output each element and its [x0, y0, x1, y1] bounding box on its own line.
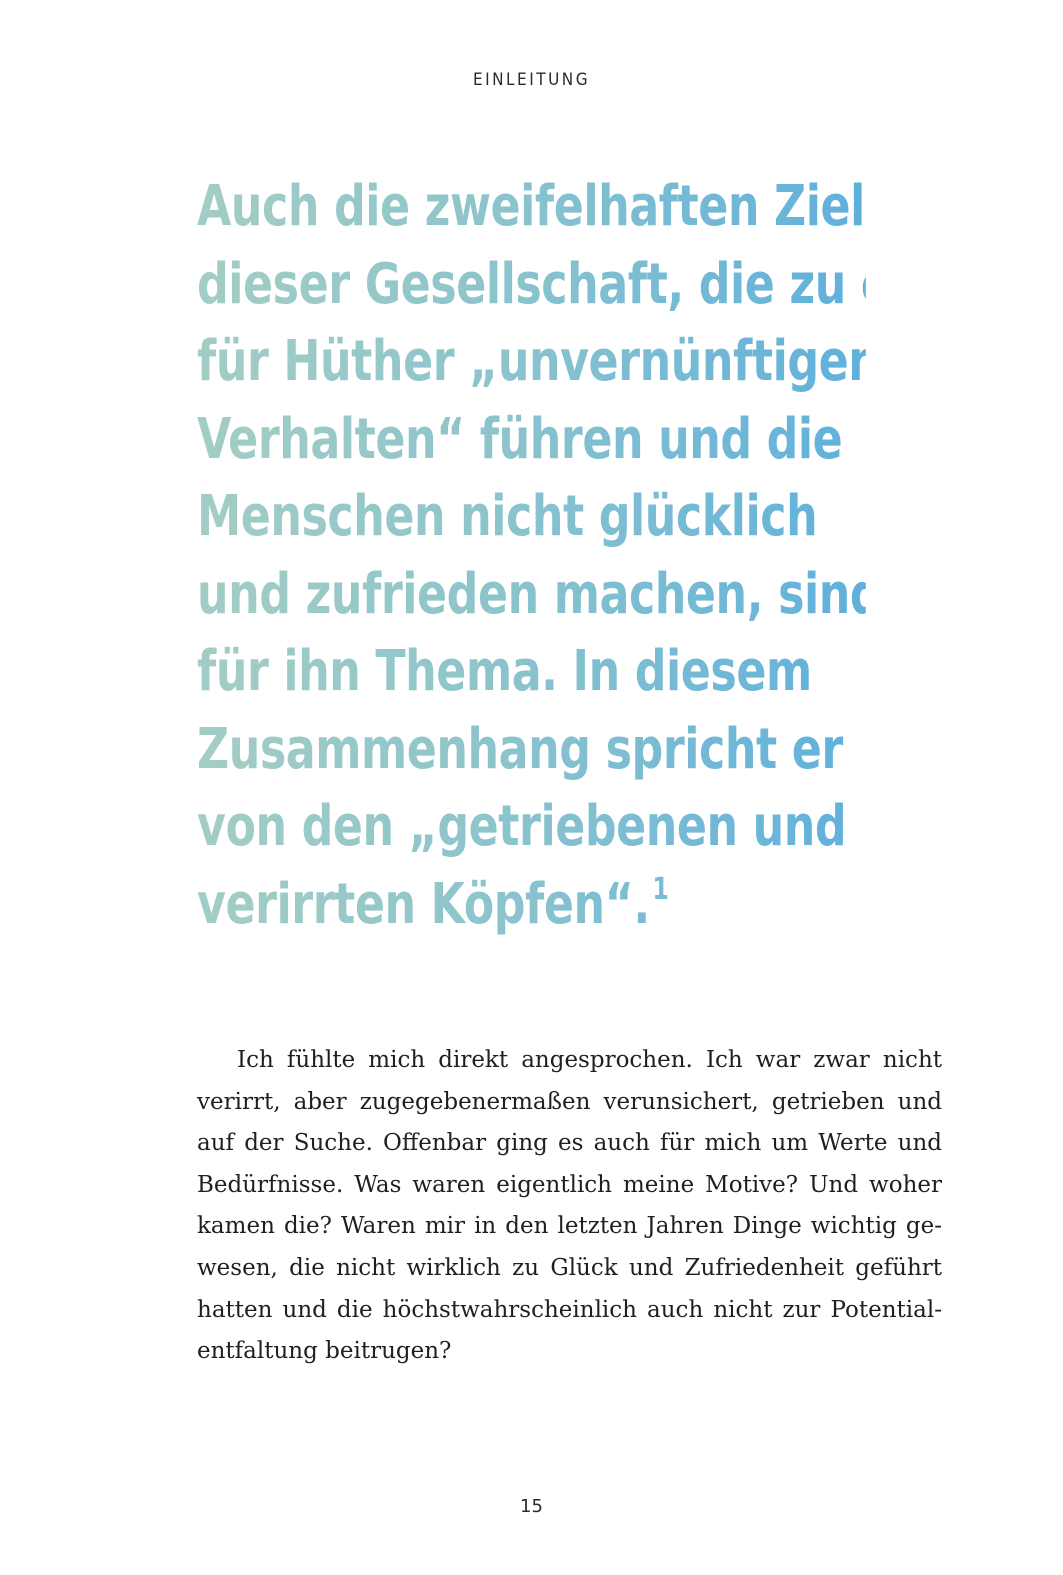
pull-quote-last-line: [197, 866, 866, 944]
pull-quote-line: für Hüther „unvernünftigen: [197, 323, 866, 401]
pull-quote: [197, 168, 1012, 943]
body-line: wesen, die nicht wirklich zu Glück und Zufriedenheit geführt: [197, 1254, 942, 1281]
body-line: kamen die? Waren mir in den letzten Jahren Dinge wichtig ge-: [197, 1213, 942, 1240]
pull-quote-line-text: verirrten Köpfen“.: [197, 871, 650, 937]
pull-quote-line: Zusammenhang spricht er: [197, 711, 866, 789]
pull-quote-line: und zufrieden machen, sind: [197, 556, 866, 634]
footnote-marker[interactable]: 1: [652, 871, 669, 907]
body-paragraph: [197, 1040, 942, 1373]
pull-quote-line: Auch die zweifelhaften Ziele in: [197, 168, 866, 246]
body-line: verirrt, aber zugegebenermaßen verunsichert, getrieben und: [197, 1088, 942, 1115]
body-line: Ich fühlte mich direkt angesprochen. Ich war zwar nicht: [237, 1047, 942, 1073]
body-line: Bedürfnisse. Was waren eigentlich meine Motive? Und woher: [197, 1171, 942, 1198]
body-line: hatten und die höchstwahrscheinlich auch nicht zur Potential-: [197, 1296, 942, 1323]
pull-quote-line: dieser Gesellschaft, die zu einem: [197, 246, 866, 324]
pull-quote-line: Verhalten“ führen und die: [197, 401, 866, 479]
page-number: 15: [520, 1496, 543, 1517]
pull-quote-line: von den „getriebenen und: [197, 788, 866, 866]
pull-quote-line: Menschen nicht glücklich: [197, 478, 866, 556]
running-head: EINLEITUNG: [472, 70, 591, 90]
body-line: entfaltung beitrugen?: [197, 1338, 452, 1365]
body-line: auf der Suche. Offenbar ging es auch für mich um Werte und: [197, 1130, 942, 1157]
pull-quote-line: für ihn Thema. In diesem: [197, 633, 866, 711]
